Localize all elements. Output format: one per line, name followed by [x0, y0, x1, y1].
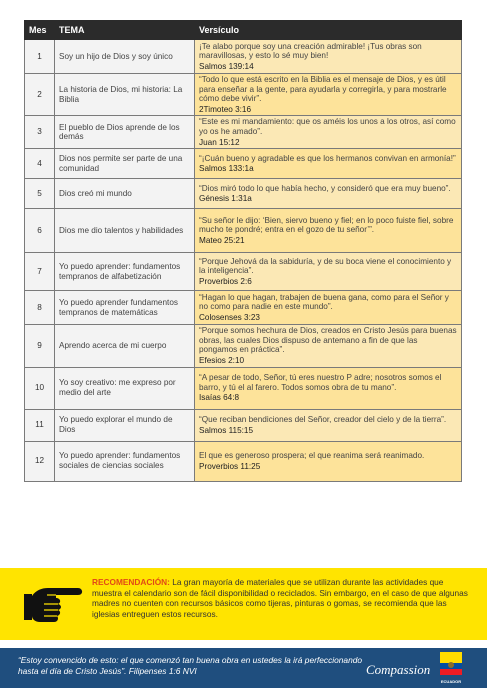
topic-cell: Dios me dio talentos y habilidades	[55, 209, 195, 253]
verse-text: “Hagan lo que hagan, trabajen de buena gana, como para el Señor y no como para nadie en este mundo”.	[199, 292, 449, 312]
footer-bar	[0, 648, 487, 688]
month-cell: 9	[25, 325, 55, 367]
ecuador-flag-icon	[440, 652, 462, 682]
verse-text: ¡Te alabo porque soy una creación admirable! ¡Tus obras son maravillosas, y esto lo sé muy bien!	[199, 41, 422, 61]
verse-text: “A pesar de todo, Señor, tú eres nuestro P adre; nosotros somos el barro, y tú el al farero. Todos somos obra de tu mano”.	[199, 373, 442, 392]
verse-reference: Salmos 139:14	[199, 61, 254, 71]
topic-cell: Aprendo acerca de mi cuerpo	[55, 325, 195, 367]
table-header-row	[25, 21, 462, 40]
verse-text: “¡Cuán bueno y agradable es que los hermanos convivan en armonía!”	[199, 153, 456, 163]
month-cell: 8	[25, 291, 55, 325]
topic-cell: Yo soy creativo: me expreso por medio del arte	[55, 367, 195, 409]
verse-cell	[195, 179, 462, 209]
verse-reference: Proverbios 11:25	[199, 461, 261, 471]
verse-text: “Que reciban bendiciones del Señor, creador del cielo y de la tierra”.	[199, 414, 447, 424]
verse-reference: Salmos 115:15	[199, 425, 254, 435]
verse-text: “Porque Jehová da la sabiduría, y de su boca viene el conocimiento y la inteligencia”.	[199, 256, 452, 276]
topic-cell: Yo puedo aprender fundamentos tempranos de matemáticas	[55, 291, 195, 325]
verse-text: “Este es mi mandamiento: que os améis los unos a los otros, así como yo os he amado”.	[199, 117, 456, 136]
recommendation-title: RECOMENDACIÓN:	[92, 577, 170, 587]
verse-cell	[195, 149, 462, 179]
verse-reference: Salmos 133:1a	[199, 164, 254, 174]
verse-text: El que es generoso prospera; el que reanima será reanimado.	[199, 450, 425, 460]
verse-cell	[195, 253, 462, 291]
header-versiculo: Versículo	[195, 21, 462, 40]
month-cell: 4	[25, 149, 55, 179]
calendar-table-container	[24, 20, 461, 482]
month-cell: 5	[25, 179, 55, 209]
recommendation-body: La gran mayoría de materiales que se utilizan durante las actividades que muestra el calendario son de fácil disponibilidad o reciclados. Sin embargo, en el caso de que algunas madres no cuenten con recursos básicos como tijeras, pinturas o gomas, se recomienda que las iglesias entreguen estos recursos.	[92, 577, 468, 619]
verse-reference: Isaías 64:8	[199, 393, 240, 403]
verse-reference: Proverbios 2:6	[199, 276, 252, 286]
verse-reference: Génesis 1:31a	[199, 194, 252, 204]
month-cell: 3	[25, 116, 55, 149]
table-row	[25, 116, 462, 149]
table-body	[25, 40, 462, 482]
month-cell: 1	[25, 40, 55, 74]
month-cell: 2	[25, 74, 55, 116]
verse-cell	[195, 367, 462, 409]
calendar-table	[24, 20, 462, 482]
topic-cell: El pueblo de Dios aprende de los demás	[55, 116, 195, 149]
verse-cell	[195, 409, 462, 441]
verse-text: “Su señor le dijo: ‘Bien, siervo bueno y fiel; en lo poco fuiste fiel, sobre mucho te pondré; entra en el gozo de tu señor’”.	[199, 215, 454, 235]
verse-reference: Efesios 2:10	[199, 355, 245, 365]
month-cell: 7	[25, 253, 55, 291]
topic-cell: Soy un hijo de Dios y soy único	[55, 40, 195, 74]
verse-cell	[195, 325, 462, 367]
table-row	[25, 291, 462, 325]
country-label: ECUADOR	[440, 679, 462, 684]
table-row	[25, 179, 462, 209]
verse-cell	[195, 116, 462, 149]
table-row	[25, 409, 462, 441]
verse-text: “Porque somos hechura de Dios, creados en Cristo Jesús para buenas obras, las cuales Dios dispuso de antemano a fin de que las pongamos en práctica”.	[199, 326, 457, 355]
table-row	[25, 209, 462, 253]
verse-cell	[195, 291, 462, 325]
month-cell: 6	[25, 209, 55, 253]
topic-cell: Dios nos permite ser parte de una comunidad	[55, 149, 195, 179]
table-row	[25, 367, 462, 409]
topic-cell: La historia de Dios, mi historia: La Biblia	[55, 74, 195, 116]
topic-cell: Yo puedo explorar el mundo de Dios	[55, 409, 195, 441]
table-row	[25, 253, 462, 291]
verse-text: “Dios miró todo lo que había hecho, y consideró que era muy bueno”.	[199, 183, 451, 193]
month-cell: 11	[25, 409, 55, 441]
topic-cell: Yo puedo aprender: fundamentos sociales de ciencias sociales	[55, 441, 195, 481]
topic-cell: Dios creó mi mundo	[55, 179, 195, 209]
verse-reference: Juan 15:12	[199, 137, 240, 147]
table-row	[25, 40, 462, 74]
table-row	[25, 441, 462, 481]
verse-cell	[195, 209, 462, 253]
table-row	[25, 74, 462, 116]
footer-verse: “Estoy convencido de esto: el que comenzó tan buena obra en ustedes la irá perfeccionando hasta el día de Cristo Jesús”. Filipenses 1:6 NVI	[18, 655, 363, 676]
month-cell: 12	[25, 441, 55, 481]
pointing-hand-icon	[20, 580, 86, 628]
verse-reference: 2Timoteo 3:16	[199, 104, 252, 114]
verse-cell	[195, 74, 462, 116]
table-row	[25, 149, 462, 179]
verse-text: “Todo lo que está escrito en la Biblia es el mensaje de Dios, y es útil para enseñar a la gente, para ayudarla y corregirla, y para mostrarle cómo debe vivir”.	[199, 75, 447, 104]
compassion-logo: Compassion	[366, 662, 431, 677]
table-row	[25, 325, 462, 367]
header-tema: TEMA	[55, 21, 195, 40]
verse-reference: Colosenses 3:23	[199, 312, 260, 322]
verse-cell	[195, 441, 462, 481]
month-cell: 10	[25, 367, 55, 409]
topic-cell: Yo puedo aprender: fundamentos tempranos de alfabetización	[55, 253, 195, 291]
verse-cell	[195, 40, 462, 74]
recommendation-banner	[0, 568, 487, 640]
verse-reference: Mateo 25:21	[199, 235, 245, 245]
recommendation-text	[92, 577, 468, 619]
header-mes: Mes	[25, 21, 55, 40]
